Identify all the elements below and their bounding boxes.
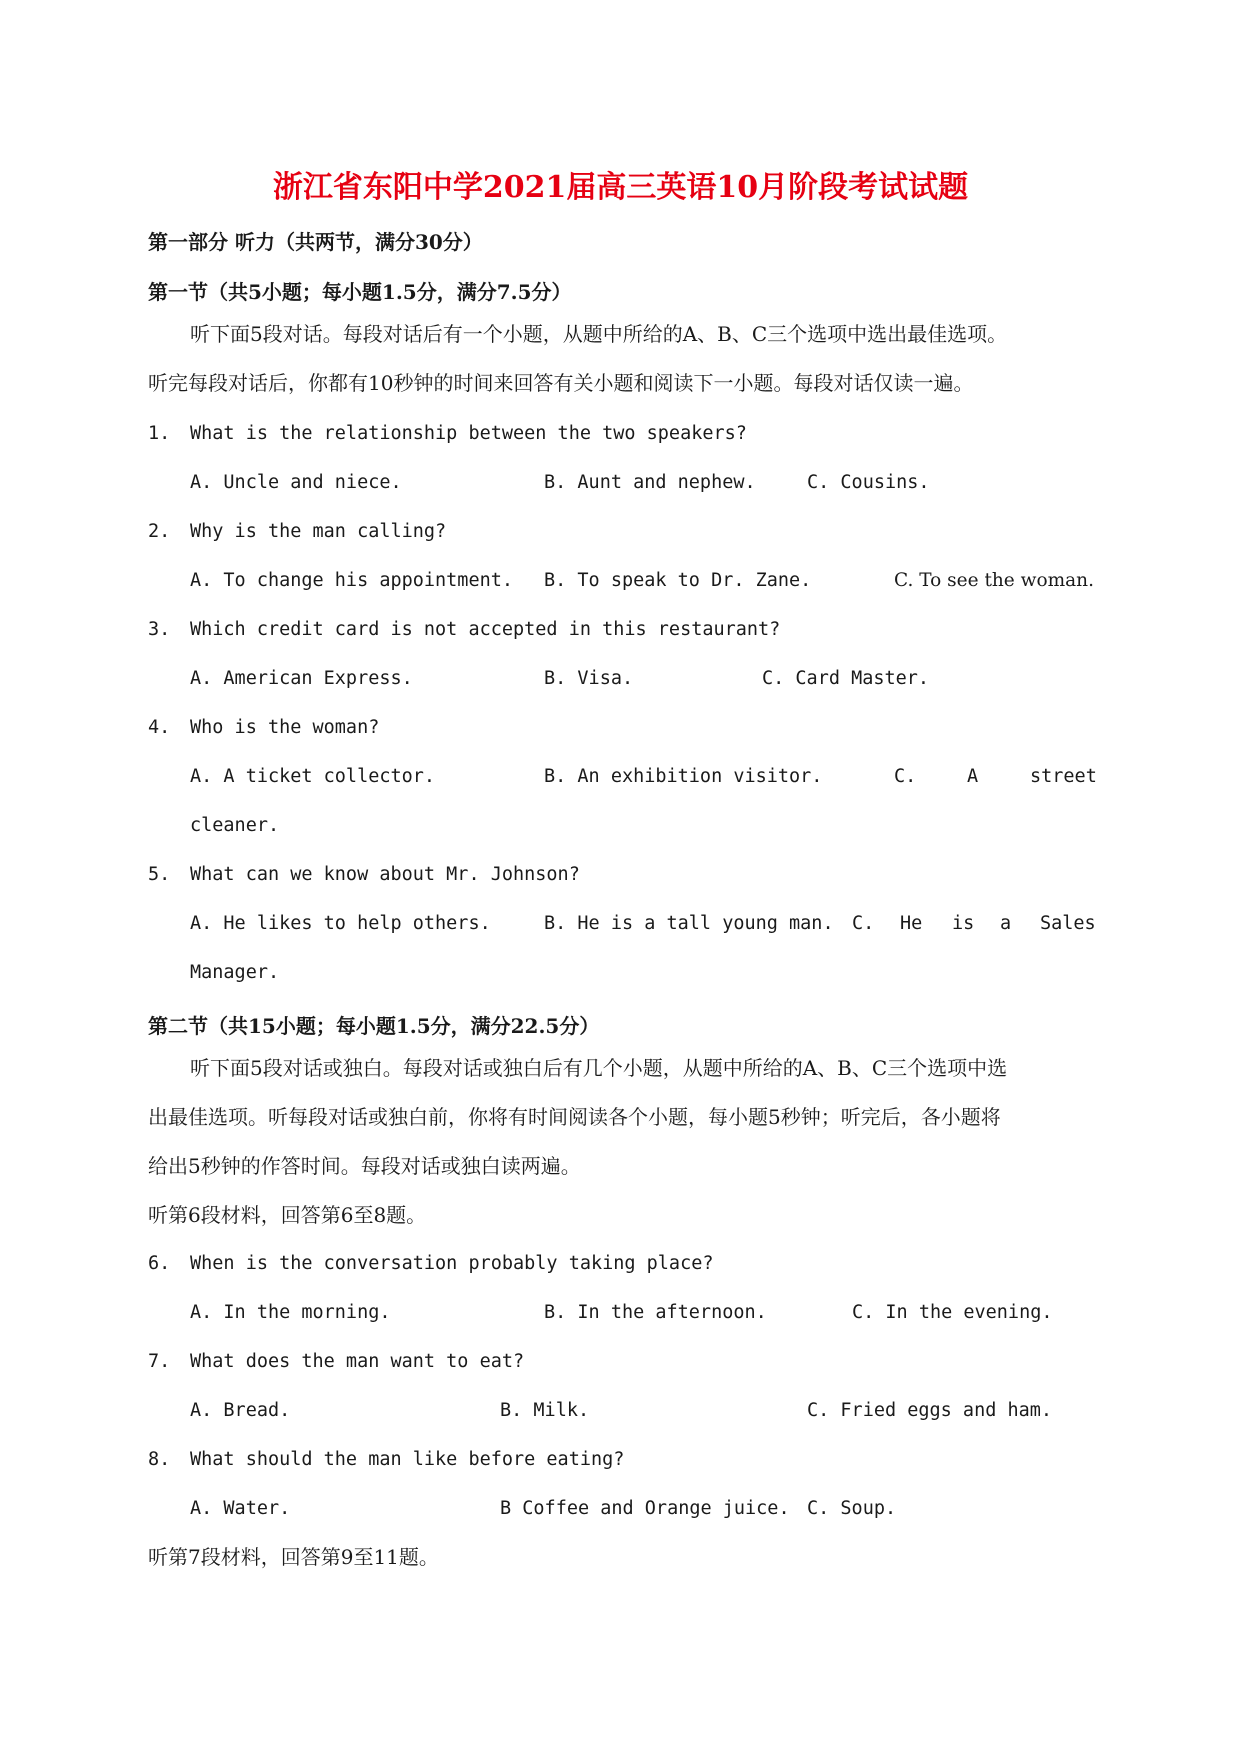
instruction-line: 出最佳选项。听每段对话或独白前，你将有时间阅读各个小题，每小题5秒钟；听完后，各小题将 [148, 1105, 1001, 1129]
option-a: A. In the morning. [190, 1302, 391, 1323]
option-c: C. Fried eggs and ham. [807, 1400, 1053, 1421]
option-c: C. Cousins. [807, 472, 930, 493]
option-c: C. To see the woman. [894, 570, 1094, 591]
option-c-word: A [967, 766, 979, 787]
option-b: B. He is a tall young man. [544, 913, 834, 934]
option-c-word: He [900, 913, 923, 934]
option-c-word: cleaner. [190, 815, 280, 836]
option-c-word: Sales [1040, 913, 1096, 934]
option-c-word: Manager. [190, 962, 280, 983]
question-text: Why is the man calling? [190, 521, 447, 542]
option-c: C. Soup. [807, 1498, 897, 1519]
option-c-word: is [952, 913, 975, 934]
question-text: What is the relationship between the two speakers? [190, 423, 747, 444]
option-b: B. Visa. [544, 668, 634, 689]
option-c-word: a [1000, 913, 1012, 934]
option-b: B Coffee and Orange juice. [500, 1498, 790, 1519]
option-a: A. A ticket collector. [190, 766, 436, 787]
question-text: Which credit card is not accepted in this restaurant? [190, 619, 781, 640]
question-number: 7. [148, 1351, 171, 1372]
question-number: 3. [148, 619, 171, 640]
section1-instructions [148, 310, 1094, 408]
question-text: What can we know about Mr. Johnson? [190, 864, 580, 885]
instruction-line: 听下面5段对话或独白。每段对话或独白后有几个小题，从题中所给的A、B、C三个选项中选 [190, 1056, 1008, 1080]
option-a: A. Uncle and niece. [190, 472, 402, 493]
question-text: What does the man want to eat? [190, 1351, 525, 1372]
question-text: When is the conversation probably taking place? [190, 1253, 714, 1274]
section2-instructions [148, 1044, 1094, 1191]
question-number: 8. [148, 1449, 171, 1470]
option-a: A. To change his appointment. [190, 570, 514, 591]
option-b: B. To speak to Dr. Zane. [544, 570, 812, 591]
instruction-line: 听下面5段对话。每段对话后有一个小题，从题中所给的A、B、C三个选项中选出最佳选项。 [190, 322, 1008, 346]
section1-heading: 第一节（共5小题；每小题1.5分，满分7.5分） [148, 280, 572, 304]
option-b: B. An exhibition visitor. [544, 766, 823, 787]
option-a: A. Bread. [190, 1400, 291, 1421]
option-a: A. He likes to help others. [190, 913, 491, 934]
option-b: B. In the afternoon. [544, 1302, 767, 1323]
question-number: 4. [148, 717, 171, 738]
question-number: 6. [148, 1253, 171, 1274]
instruction-line: 给出5秒钟的作答时间。每段对话或独白读两遍。 [148, 1154, 581, 1178]
option-b: B. Milk. [500, 1400, 590, 1421]
option-c-label: C. [894, 766, 917, 787]
material-6-note: 听第6段材料，回答第6至8题。 [148, 1203, 427, 1227]
option-c-label: C. [852, 913, 875, 934]
instruction-line: 听完每段对话后，你都有10秒钟的时间来回答有关小题和阅读下一小题。每段对话仅读一遍。 [148, 371, 974, 395]
option-c-word: street [1030, 766, 1097, 787]
section2-heading: 第二节（共15小题；每小题1.5分，满分22.5分） [148, 1014, 600, 1038]
page-title: 浙江省东阳中学2021届高三英语10月阶段考试试题 [272, 170, 969, 205]
option-c: C. In the evening. [852, 1302, 1053, 1323]
material-7-note: 听第7段材料，回答第9至11题。 [148, 1545, 439, 1569]
part1-heading: 第一部分 听力（共两节，满分30分） [148, 230, 483, 254]
option-c: C. Card Master. [762, 668, 930, 689]
question-text: Who is the woman? [190, 717, 380, 738]
question-number: 2. [148, 521, 171, 542]
option-b: B. Aunt and nephew. [544, 472, 756, 493]
question-text: What should the man like before eating? [190, 1449, 625, 1470]
question-number: 1. [148, 423, 171, 444]
option-a: A. Water. [190, 1498, 291, 1519]
option-a: A. American Express. [190, 668, 413, 689]
question-number: 5. [148, 864, 171, 885]
